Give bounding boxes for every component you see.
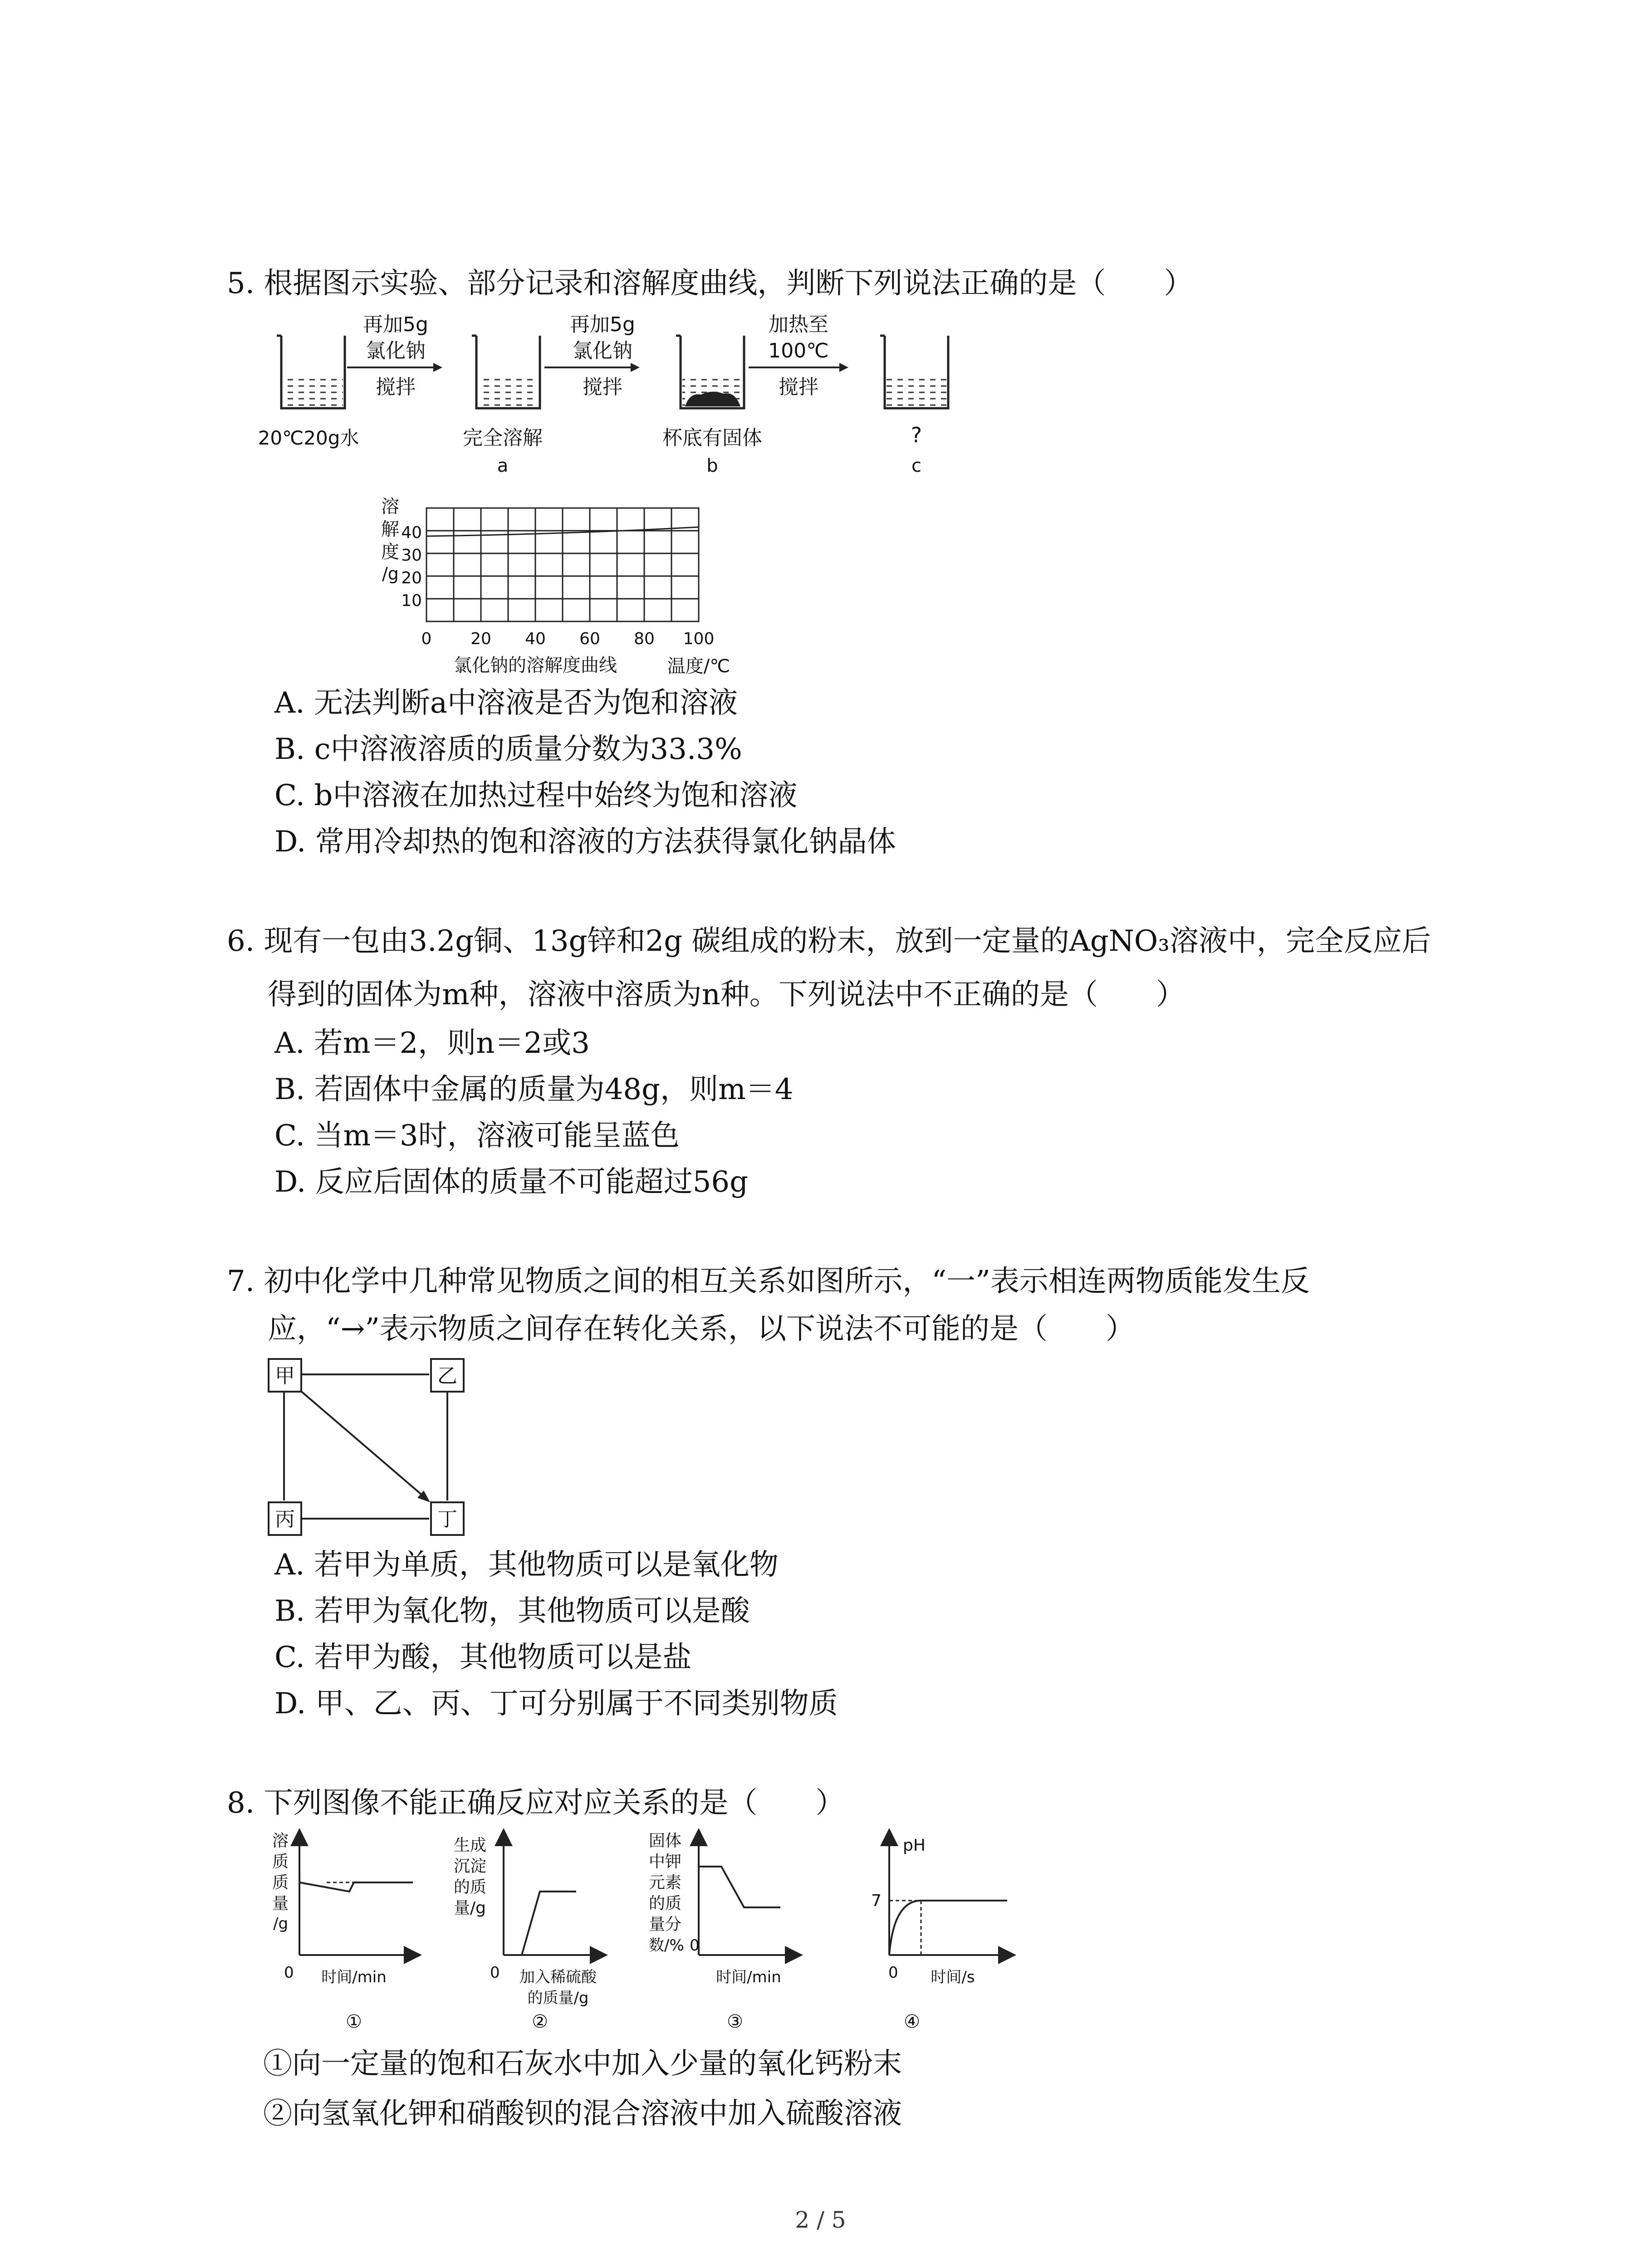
step1-bottom: 搅拌: [376, 376, 416, 399]
q5-solubility-graph: [372, 494, 780, 685]
g2-origin: 0: [490, 1964, 500, 1982]
g4-num: ④: [904, 2011, 920, 2032]
c-label: ?: [911, 423, 922, 447]
box-ding: 丁: [437, 1508, 457, 1531]
g4-ylabel: pH: [903, 1836, 926, 1855]
graph-caption: 氯化钠的溶解度曲线: [454, 655, 617, 676]
q7-option-b: B. 若甲为氧化物，其他物质可以是酸: [274, 1594, 750, 1628]
arrow-step3: [749, 363, 848, 372]
g1-origin: 0: [284, 1964, 294, 1982]
beaker-start: [277, 336, 345, 408]
g3-num: ③: [727, 2011, 743, 2032]
step1-mid: 氯化钠: [366, 339, 426, 362]
a-letter: a: [497, 455, 509, 476]
xtick-80: 80: [634, 630, 655, 648]
step1-top: 再加5g: [363, 313, 428, 336]
start-label: 20℃20g水: [258, 427, 359, 449]
box-yi: 乙: [437, 1364, 457, 1388]
step2-top: 再加5g: [570, 313, 635, 336]
step3-mid: 100℃: [768, 339, 829, 362]
q7-stem-line1: 7. 初中化学中几种常见物质之间的相互关系如图所示，“一”表示相连两物质能发生反: [227, 1265, 1310, 1298]
graph-xlabel: 温度/℃: [667, 656, 730, 677]
box-jia: 甲: [275, 1364, 295, 1388]
g2-y3: 的质: [454, 1878, 487, 1897]
xtick-20: 20: [470, 630, 491, 648]
g2-num: ②: [532, 2011, 548, 2032]
q5-stem: 5. 根据图示实验、部分记录和溶解度曲线，判断下列说法正确的是（ ）: [227, 267, 1193, 300]
ylabel-4: /g: [382, 564, 399, 584]
q8-graphs: [263, 1828, 1034, 2041]
q7-option-a: A. 若甲为单质，其他物质可以是氧化物: [274, 1548, 779, 1582]
q5-option-d: D. 常用冷却热的饱和溶液的方法获得氯化钠晶体: [274, 825, 896, 859]
g3-y4: 的质: [649, 1894, 682, 1913]
g2-xlabel2: 的质量/g: [527, 1989, 589, 2007]
graph-ylabel: [381, 496, 399, 584]
ylabel-1: 溶: [381, 496, 399, 517]
step3-top: 加热至: [769, 313, 828, 336]
g2-xlabel1: 加入稀硫酸: [519, 1968, 597, 1986]
g1-y1: 溶: [272, 1832, 289, 1850]
g2-y2: 沉淀: [454, 1857, 487, 1876]
page-number: 2 / 5: [795, 2207, 846, 2233]
g2-y4: 量/g: [454, 1899, 486, 1917]
beaker-c: [880, 336, 948, 408]
ytick-30: 30: [401, 546, 422, 565]
ytick-40: 40: [401, 523, 422, 542]
g3-origin: 0: [690, 1936, 700, 1955]
q8-desc-2: ②向氢氧化钾和硝酸钡的混合溶液中加入硫酸溶液: [263, 2097, 902, 2131]
q6-option-a: A. 若m＝2，则n＝2或3: [274, 1026, 590, 1060]
g1-y3: 质: [272, 1873, 289, 1892]
q6-stem-line2: 得到的固体为m种，溶液中溶质为n种。下列说法中不正确的是（ ）: [268, 978, 1185, 1012]
q7-option-d: D. 甲、乙、丙、丁可分别属于不同类别物质: [274, 1687, 838, 1721]
q5-option-b: B. c中溶液溶质的质量分数为33.3%: [274, 733, 742, 766]
q8-desc-1: ①向一定量的饱和石灰水中加入少量的氧化钙粉末: [263, 2047, 902, 2081]
q6-stem-line1: 6. 现有一包由3.2g铜、13g锌和2g 碳组成的粉末，放到一定量的AgNO₃溶液中，完全反应后: [227, 924, 1431, 958]
arrow-jia-ding: [299, 1390, 424, 1497]
step2-bottom: 搅拌: [583, 376, 622, 399]
g4-seven: 7: [871, 1892, 882, 1910]
xtick-0: 0: [421, 630, 432, 648]
beaker-a: [472, 336, 540, 408]
ytick-10: 10: [401, 591, 422, 610]
xtick-60: 60: [579, 630, 600, 648]
graph-3: [649, 1832, 794, 2032]
g2-y1: 生成: [454, 1836, 487, 1855]
graph-grid: [426, 508, 699, 621]
ylabel-3: 度: [381, 542, 399, 562]
step3-bottom: 搅拌: [779, 376, 818, 399]
g4-origin: 0: [888, 1964, 898, 1982]
q5-experiment-diagram: [254, 313, 998, 485]
q7-option-c: C. 若甲为酸，其他物质可以是盐: [274, 1641, 692, 1674]
g4-xlabel: 时间/s: [931, 1968, 975, 1986]
g3-y6: 数/%: [649, 1936, 684, 1955]
g3-y2: 中钾: [649, 1853, 682, 1871]
g3-y3: 元素: [649, 1873, 682, 1892]
arrow-step2: [544, 363, 640, 372]
beaker-b: [676, 336, 744, 408]
ytick-20: 20: [401, 569, 422, 587]
q6-option-b: B. 若固体中金属的质量为48g，则m＝4: [274, 1073, 794, 1106]
q7-relation-diagram: [268, 1356, 476, 1547]
g3-y1: 固体: [649, 1832, 682, 1850]
c-letter: c: [911, 455, 921, 476]
g1-y4: 量: [272, 1894, 289, 1913]
b-letter: b: [706, 455, 718, 476]
g1-xlabel: 时间/min: [321, 1968, 387, 1986]
g3-xlabel: 时间/min: [716, 1968, 781, 1986]
step2-mid: 氯化钠: [573, 339, 632, 362]
q6-option-d: D. 反应后固体的质量不可能超过56g: [274, 1165, 749, 1199]
q6-option-c: C. 当m＝3时，溶液可能呈蓝色: [274, 1119, 680, 1153]
b-label: 杯底有固体: [662, 426, 762, 450]
g1-y5: /g: [273, 1915, 289, 1933]
arrow-step1: [347, 363, 442, 372]
graph-4: [871, 1836, 1007, 2032]
xtick-100: 100: [683, 630, 715, 648]
graph-2: [454, 1836, 599, 2032]
ylabel-2: 解: [381, 519, 399, 540]
q5-option-a: A. 无法判断a中溶液是否为饱和溶液: [274, 686, 738, 720]
a-label: 完全溶解: [463, 426, 543, 450]
q7-stem-line2: 应，“→”表示物质之间存在转化关系，以下说法不可能的是（ ）: [268, 1312, 1135, 1346]
graph-1: [272, 1832, 413, 2032]
q8-stem: 8. 下列图像不能正确反应对应关系的是（ ）: [227, 1786, 845, 1820]
q5-option-c: C. b中溶液在加热过程中始终为饱和溶液: [274, 779, 798, 812]
g1-y2: 质: [272, 1853, 289, 1871]
box-bing: 丙: [275, 1508, 295, 1531]
g1-num: ①: [346, 2011, 362, 2032]
xtick-40: 40: [525, 630, 546, 648]
g3-y5: 量分: [649, 1915, 682, 1934]
